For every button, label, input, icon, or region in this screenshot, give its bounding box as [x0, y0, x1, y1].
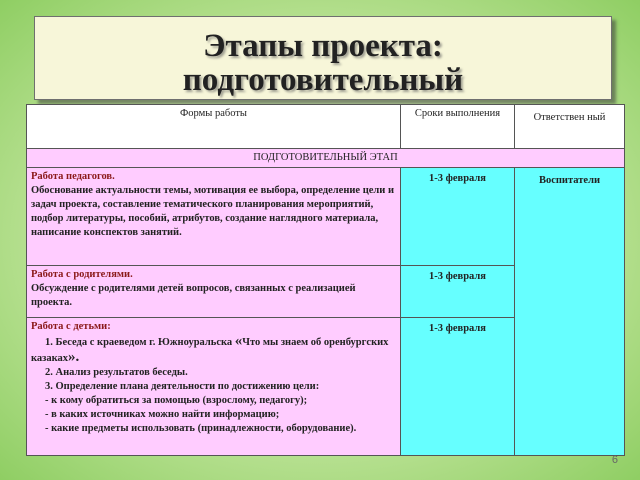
children-item-1-prefix: 1. Беседа с краеведом г. Южноуральска	[45, 337, 235, 348]
children-subitem-1: - к кому обратиться за помощью (взрослому, педагогу);	[45, 395, 308, 406]
children-work-cell	[27, 318, 401, 456]
children-work-date: 1-3 февраля	[401, 318, 515, 456]
children-subitem-3	[31, 422, 396, 436]
children-item-2: 2. Анализ результатов беседы.	[45, 367, 188, 378]
children-work-label: Работа с детьми:	[31, 321, 111, 332]
teachers-work-cell	[27, 168, 401, 266]
slide-number: 6	[611, 454, 618, 466]
header-responsible: Ответствен ный	[515, 105, 625, 149]
table-header-row	[27, 105, 625, 149]
parents-work-date: 1-3 февраля	[401, 266, 515, 318]
children-item-1	[31, 334, 396, 366]
children-item-3: 3. Определение плана деятельности по достижению цели:	[45, 381, 320, 392]
slide-title-box	[34, 16, 612, 100]
children-item-1-quote-open: «	[234, 333, 243, 349]
children-item-1-quote-close: ».	[68, 349, 80, 365]
children-subitem-2: - в каких источниках можно найти информацию;	[45, 409, 280, 420]
parents-work-label: Работа с родителями.	[31, 269, 133, 280]
table-row	[27, 168, 625, 266]
parents-work-cell	[27, 266, 401, 318]
phase-row	[27, 149, 625, 168]
teachers-work-text: Обоснование актуальности темы, мотивация ее выбора, определение цели и задач проекта, составление тематического планирования мероприятий, подбор литературы, пособий, атрибутов, создание наглядного материала, написание конспектов занятий.	[31, 185, 395, 238]
header-dates: Сроки выполнения	[401, 105, 515, 149]
header-forms: Формы работы	[27, 105, 401, 149]
children-subitem-3-text: - какие предметы использовать (принадлежности, оборудование).	[45, 423, 357, 434]
phase-label: ПОДГОТОВИТЕЛЬНЫЙ ЭТАП	[27, 149, 625, 168]
teachers-work-label: Работа педагогов.	[31, 171, 115, 182]
slide-title-line-1: Этапы проекта:	[203, 28, 443, 64]
teachers-work-date: 1-3 февраля	[401, 168, 515, 266]
parents-work-text: Обсуждение с родителями детей вопросов, связанных с реализацией проекта.	[31, 283, 356, 308]
project-stages-table	[26, 104, 625, 456]
slide-title-line-2: подготовительный	[182, 62, 464, 98]
children-item-1-text: Что мы знаем об оренбургских казаках	[31, 337, 389, 364]
responsible-cell: Воспитатели	[515, 168, 625, 456]
